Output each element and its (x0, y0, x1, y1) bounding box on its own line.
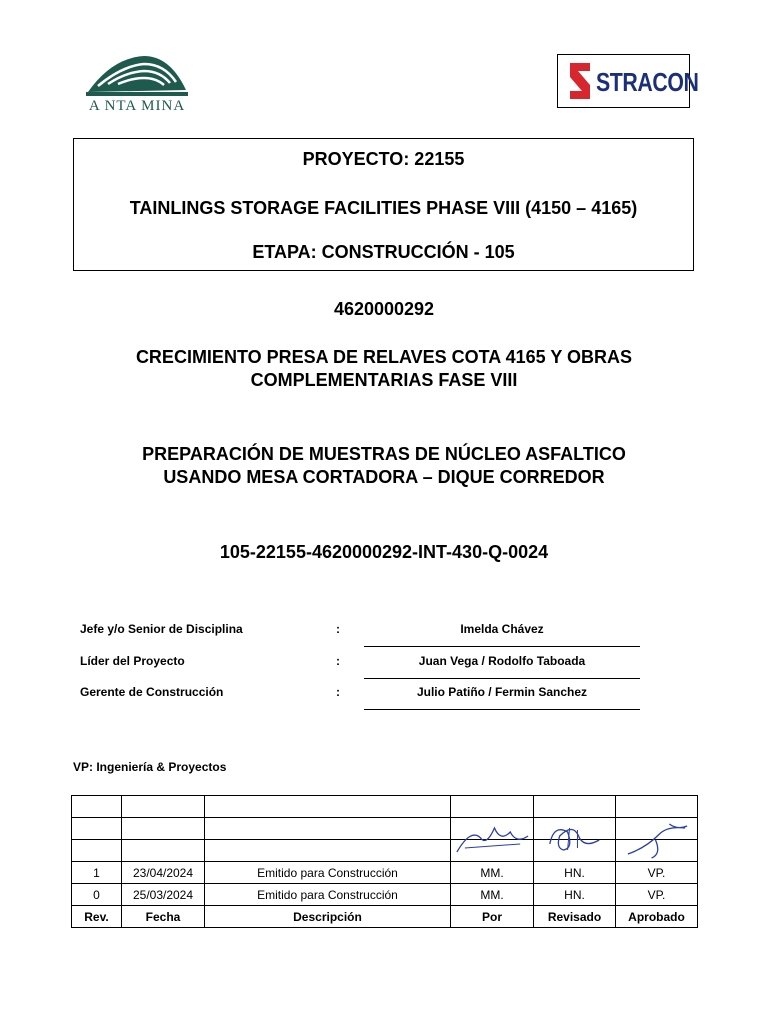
header-aprobado: Aprobado (616, 906, 698, 928)
header-por: Por (451, 906, 534, 928)
revision-table (71, 795, 698, 928)
facility-title: TAINLINGS STORAGE FACILITIES PHASE VIII (4150 – 4165) (129, 198, 638, 218)
date-cell: 25/03/2024 (122, 884, 205, 906)
por-cell: MM. (451, 884, 534, 906)
work-title-line-2: COMPLEMENTARIAS FASE VIII (250, 370, 518, 390)
revision-row (72, 862, 698, 884)
revision-row (72, 884, 698, 906)
signature-icon (616, 818, 697, 860)
project-header-box (73, 138, 694, 271)
revisado-cell: HN. (534, 862, 616, 884)
signature-line (364, 678, 640, 679)
signatory-row (80, 654, 640, 684)
signature-icon (534, 818, 615, 860)
rev-cell: 1 (72, 862, 122, 884)
signatory-name: Julio Patiño / Fermin Sanchez (416, 685, 588, 699)
aprobado-cell: VP. (616, 884, 698, 906)
stracon-wordmark: STRACON (596, 67, 699, 97)
signatory-row (80, 685, 640, 715)
signature-aprobado (616, 840, 698, 862)
document-title-line-2: USANDO MESA CORTADORA – DIQUE CORREDOR (163, 467, 605, 487)
revisado-cell: HN. (534, 884, 616, 906)
signatory-role: Jefe y/o Senior de Disciplina (80, 622, 243, 636)
date-cell: 23/04/2024 (122, 862, 205, 884)
signatory-colon: : (336, 685, 340, 699)
por-cell: MM. (451, 862, 534, 884)
signature-revisado (534, 840, 616, 862)
signatory-colon: : (336, 654, 340, 668)
revision-header-row (72, 906, 698, 928)
signature-por (451, 840, 534, 862)
aprobado-cell: VP. (616, 862, 698, 884)
signature-icon (451, 818, 533, 860)
header-descripcion: Descripción (205, 906, 451, 928)
project-number: PROYECTO: 22155 (302, 149, 465, 169)
document-title-line-1: PREPARACIÓN DE MUESTRAS DE NÚCLEO ASFALTICO (142, 444, 626, 464)
antamina-mountain-icon (82, 52, 192, 100)
document-code: 105-22155-4620000292-INT-430-Q-0024 (219, 542, 549, 562)
signatory-colon: : (336, 622, 340, 636)
signature-line (364, 646, 640, 647)
construction-stage: ETAPA: CONSTRUCCIÓN - 105 (252, 242, 515, 262)
vp-label: VP: Ingeniería & Proyectos (73, 760, 227, 774)
antamina-wordmark: A NTA MINA (88, 98, 186, 114)
header-rev: Rev. (72, 906, 122, 928)
description-cell: Emitido para Construcción (205, 862, 451, 884)
signatory-row (80, 622, 640, 652)
antamina-logo (82, 52, 192, 122)
blank-row (72, 796, 698, 818)
header-fecha: Fecha (122, 906, 205, 928)
signatory-name: Imelda Chávez (460, 622, 544, 636)
blank-row (72, 840, 698, 862)
work-title-line-1: CRECIMIENTO PRESA DE RELAVES COTA 4165 Y OBRAS (135, 347, 633, 367)
signatory-role: Líder del Proyecto (80, 654, 185, 668)
header-revisado: Revisado (534, 906, 616, 928)
stracon-s-icon (566, 61, 594, 101)
signature-line (364, 709, 640, 710)
contract-number: 4620000292 (333, 299, 435, 319)
signatory-name: Juan Vega / Rodolfo Taboada (418, 654, 586, 668)
rev-cell: 0 (72, 884, 122, 906)
stracon-logo (557, 54, 699, 108)
description-cell: Emitido para Construcción (205, 884, 451, 906)
signatory-role: Gerente de Construcción (80, 685, 224, 699)
